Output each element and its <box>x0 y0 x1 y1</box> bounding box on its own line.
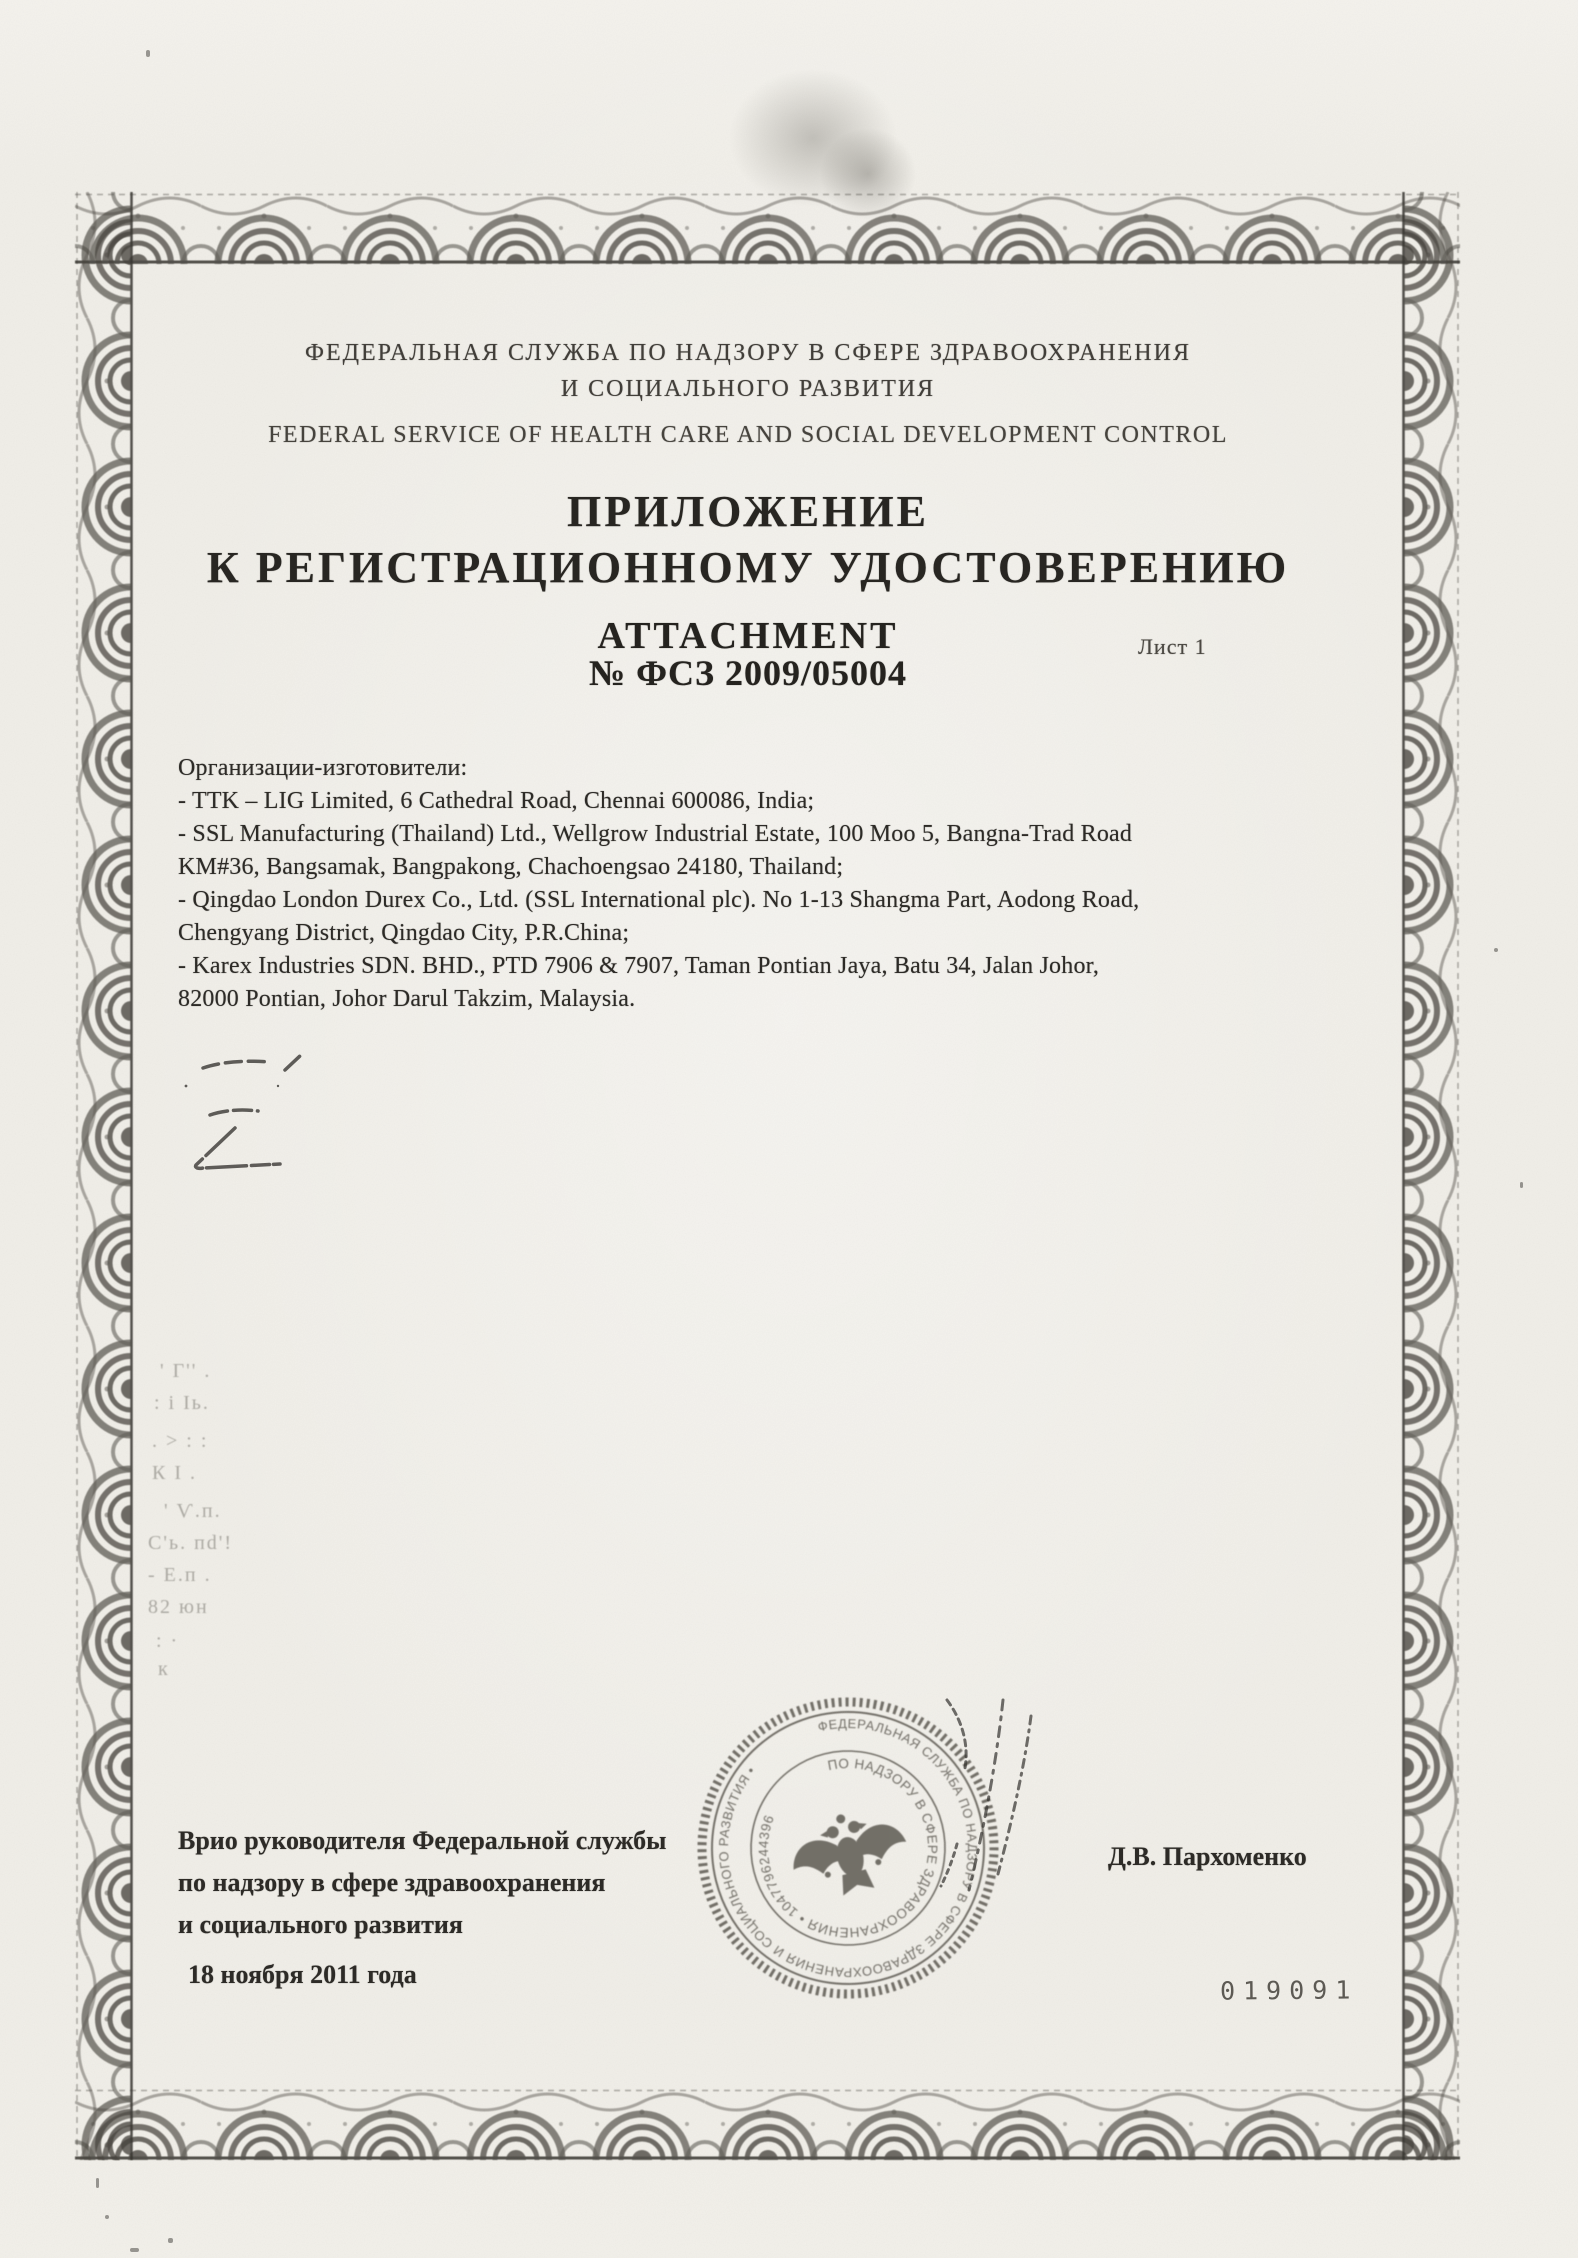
scan-speck <box>130 2248 139 2252</box>
agency-name-ru-line2: И СОЦИАЛЬНОГО РАЗВИТИЯ <box>560 376 936 402</box>
document-title-line2: К РЕГИСТРАЦИОННОМУ УДОСТОВЕРЕНИЮ <box>206 543 1290 592</box>
seal-ring-text-outer: ФЕДЕРАЛЬНАЯ СЛУЖБА ПО НАДЗОРУ В СФЕРЕ ЗДРАВООХРАНЕНИЯ И СОЦИАЛЬНОГО РАЗВИТИЯ • <box>715 1715 980 1981</box>
attachment-number: № ФСЗ 2009/05004 <box>588 653 908 693</box>
seal-ring-text-inner: ПО НАДЗОРУ В СФЕРЕ ЗДРАВООХРАНЕНИЯ • 1047796244396 <box>755 1755 941 1941</box>
signatory-title <box>178 1820 878 1946</box>
manufacturers-section <box>178 752 1348 1016</box>
ghost-fragment: : · <box>156 1630 180 1652</box>
manufacturer-line: KM#36, Bangsamak, Bangpakong, Chachoengsao 24180, Thailand; <box>178 854 844 880</box>
document-title-line1: ПРИЛОЖЕНИЕ <box>567 487 929 536</box>
scan-speck <box>96 2178 99 2188</box>
manufacturer-line: - SSL Manufacturing (Thailand) Ltd., Wellgrow Industrial Estate, 100 Moo 5, Bangna-Trad Road <box>178 821 1133 847</box>
ghost-fragment: К І . <box>152 1462 197 1484</box>
manufacturer-line: - Qingdao London Durex Co., Ltd. (SSL International plc). No 1-13 Shangma Part, Aodong Road, <box>178 887 1140 913</box>
ghost-fragment: - Е.п . <box>148 1564 212 1586</box>
handwritten-mark <box>158 1028 378 1178</box>
manufacturer-line: Chengyang District, Qingdao City, P.R.China; <box>178 920 630 946</box>
ornamental-border-bottom <box>75 2088 1460 2160</box>
signatory-title-line3: и социального развития <box>178 1910 463 1939</box>
signatory-title-line1: Врио руководителя Федеральной службы <box>178 1826 667 1855</box>
scan-speck <box>1520 1182 1523 1188</box>
ghost-fragment: . > : : <box>152 1430 209 1452</box>
manufacturer-line: - TTK – LIG Limited, 6 Cathedral Road, Chennai 600086, India; <box>178 788 815 814</box>
manufacturer-line: - Karex Industries SDN. BHD., PTD 7906 & 7907, Taman Pontian Jaya, Batu 34, Jalan Johor, <box>178 953 1100 979</box>
ghost-bleedthrough-text <box>146 1352 366 1682</box>
agency-name-ru-line1: ФЕДЕРАЛЬНАЯ СЛУЖБА ПО НАДЗОРУ В СФЕРЕ ЗДРАВООХРАНЕНИЯ <box>305 340 1191 366</box>
signer-name: Д.В. Пархоменко <box>1108 1842 1307 1871</box>
signatory-title-line2: по надзору в сфере здравоохранения <box>178 1868 606 1897</box>
manufacturers-heading: Организации-изготовители: <box>178 755 468 781</box>
scan-speck <box>146 50 150 57</box>
pen-signature <box>925 1672 1115 1942</box>
issue-date: 18 ноября 2011 года <box>188 1960 417 1989</box>
ornamental-border-top <box>75 192 1460 264</box>
ghost-fragment: : і Іь. <box>154 1392 210 1414</box>
scan-speck <box>168 2238 173 2243</box>
scan-speck <box>105 2215 109 2219</box>
serial-number: 019091 <box>1219 1975 1359 2006</box>
ghost-fragment: С'ь. пd'! <box>148 1532 234 1554</box>
ghost-fragment: к <box>158 1658 170 1680</box>
attachment-heading: ATTACHMENT <box>597 615 899 657</box>
ghost-fragment: ' Г'' . <box>160 1360 212 1382</box>
scan-speck <box>1494 948 1498 952</box>
agency-name-en: FEDERAL SERVICE OF HEALTH CARE AND SOCIAL DEVELOPMENT CONTROL <box>268 422 1228 448</box>
ghost-fragment: ' Ѵ.п. <box>164 1500 222 1522</box>
sheet-label: Лист 1 <box>1138 634 1207 659</box>
scan-smudge <box>728 68 898 208</box>
manufacturer-line: 82000 Pontian, Johor Darul Takzim, Malaysia. <box>178 986 636 1012</box>
ghost-fragment: 82 юн <box>148 1596 209 1618</box>
